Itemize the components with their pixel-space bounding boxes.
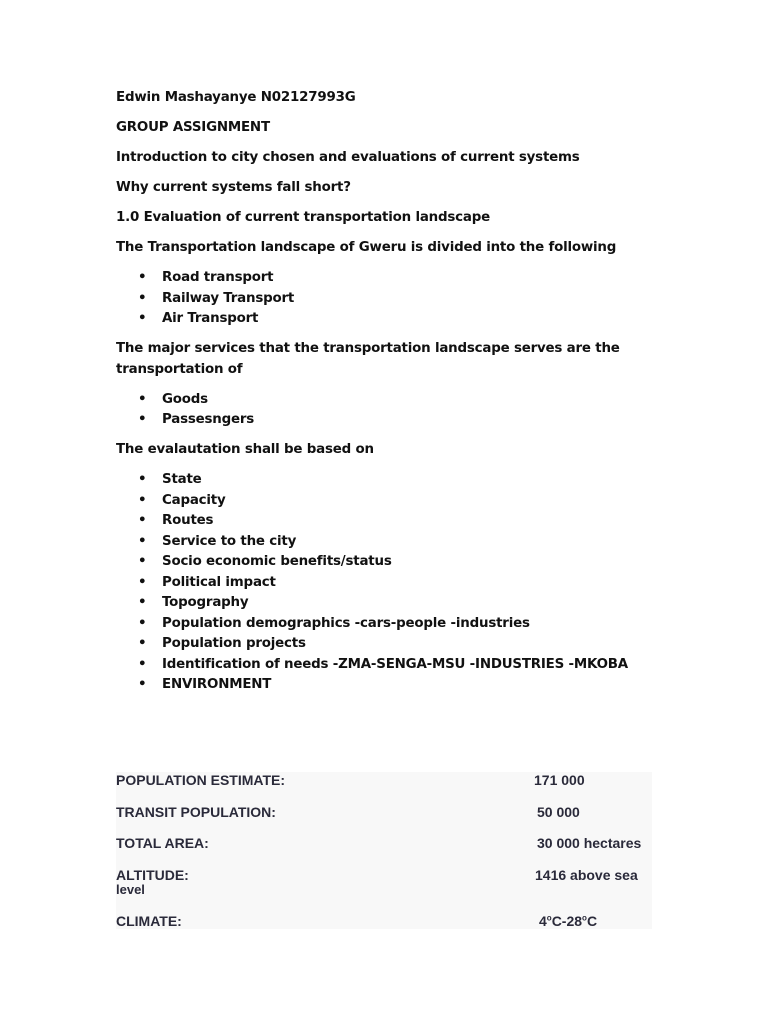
- climate-mid: C-28: [551, 913, 583, 929]
- document-body: [116, 88, 652, 705]
- services-intro: The major services that the transportation landscape serves are the transportation of: [116, 341, 620, 377]
- altitude-label: ALTITUDE:: [116, 867, 189, 883]
- list-item: • ENVIRONMENT: [162, 675, 652, 696]
- list-item: • Passesngers: [162, 410, 652, 431]
- area-value: 30 000 hectares: [537, 835, 642, 851]
- question-line: Why current systems fall short?: [116, 180, 351, 195]
- climate-label: CLIMATE:: [116, 913, 182, 929]
- transport-types-list: [116, 268, 652, 330]
- population-value: 171 000: [534, 772, 585, 788]
- section-title: 1.0 Evaluation of current transportation landscape: [116, 210, 490, 225]
- altitude-value: 1416 above sea: [535, 867, 638, 883]
- list-item: • Road transport: [162, 268, 652, 289]
- population-label: POPULATION ESTIMATE:: [116, 772, 286, 788]
- climate-low: 4: [539, 913, 547, 929]
- list-item: • State: [162, 470, 652, 491]
- list-item: • Population demographics -cars-people -industries: [162, 614, 652, 635]
- transit-label: TRANSIT POPULATION:: [116, 804, 276, 820]
- list-item: • Railway Transport: [162, 289, 652, 310]
- city-stats-block: [116, 772, 652, 929]
- degree-mark: o: [546, 913, 552, 923]
- altitude-continuation: level: [116, 882, 145, 897]
- list-item: • Service to the city: [162, 532, 652, 553]
- area-label: TOTAL AREA:: [116, 835, 209, 851]
- intro-line: Introduction to city chosen and evaluations of current systems: [116, 150, 580, 165]
- degree-mark: o: [582, 913, 587, 923]
- assignment-heading: GROUP ASSIGNMENT: [116, 120, 270, 135]
- climate-unit: C: [586, 913, 598, 929]
- list-item: • Routes: [162, 511, 652, 532]
- list-item: • Goods: [162, 390, 652, 411]
- list-item: • Topography: [162, 593, 652, 614]
- evaluation-intro: The evalautation shall be based on: [116, 442, 374, 457]
- criteria-list: [116, 470, 652, 696]
- list-item: • Socio economic benefits/status: [162, 552, 652, 573]
- list-item: • Identification of needs -ZMA-SENGA-MSU -INDUSTRIES -MKOBA: [162, 655, 652, 676]
- list-item: • Population projects: [162, 634, 652, 655]
- climate-value: [539, 913, 597, 929]
- list-item: • Capacity: [162, 491, 652, 512]
- list-item: • Air Transport: [162, 309, 652, 330]
- services-list: [116, 390, 652, 431]
- landscape-intro: The Transportation landscape of Gweru is divided into the following: [116, 240, 617, 255]
- author-line: Edwin Mashayanye N02127993G: [116, 90, 356, 105]
- list-item: • Political impact: [162, 573, 652, 594]
- transit-value: 50 000: [537, 804, 580, 820]
